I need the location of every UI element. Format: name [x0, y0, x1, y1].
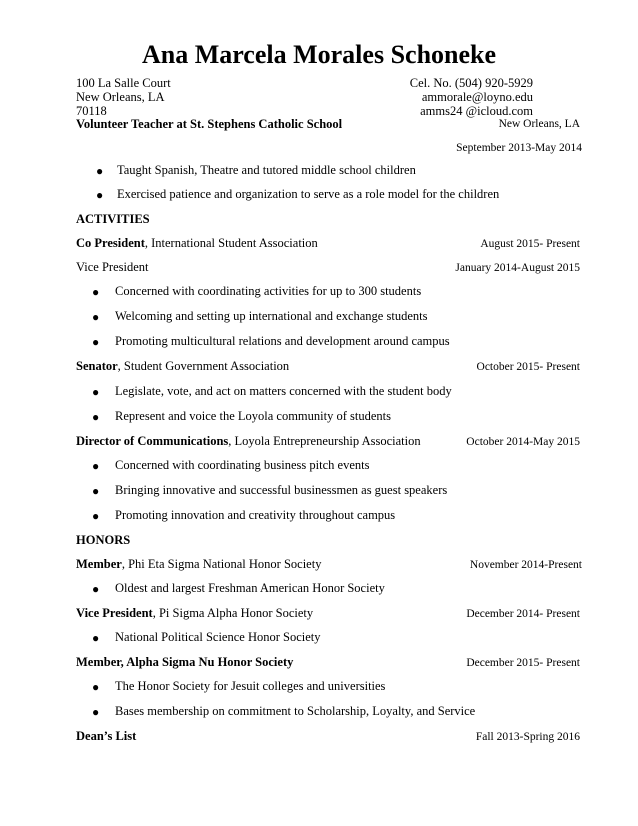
bullet-icon: ●: [92, 509, 100, 523]
pes-org: , Phi Eta Sigma National Honor Society: [121, 557, 322, 571]
bullet-icon: ●: [92, 410, 100, 424]
honors-heading: HONORS: [76, 533, 131, 547]
bullet-icon: ●: [92, 484, 100, 498]
contact-city: New Orleans, LA: [76, 90, 165, 104]
volunteer-dates: September 2013-May 2014: [456, 142, 582, 154]
bullet-icon: ●: [92, 705, 100, 719]
senator-role: Senator: [76, 359, 118, 373]
contact-email-secondary: amms24 @icloud.com: [420, 104, 533, 118]
deans-list-dates: Fall 2013-Spring 2016: [475, 731, 580, 743]
doc-role: Director of Communications: [76, 434, 229, 448]
volunteer-location: New Orleans, LA: [498, 118, 580, 130]
bullet-icon: ●: [92, 582, 100, 596]
psa-role: Vice President: [76, 606, 153, 620]
list-item: Welcoming and setting up international and exchange students: [115, 309, 428, 323]
list-item: Exercised patience and organization to serve as a role model for the children: [117, 187, 500, 201]
list-item: Concerned with coordinating business pitch events: [115, 458, 370, 472]
psa-org: , Pi Sigma Alpha Honor Society: [152, 606, 314, 620]
pes-dates: November 2014-Present: [469, 559, 582, 571]
psa-dates: December 2014- Present: [466, 608, 580, 620]
asn-dates: December 2015- Present: [466, 657, 580, 669]
volunteer-title: Volunteer Teacher at St. Stephens Catholic School: [76, 117, 343, 131]
isa-role: Co President: [76, 236, 145, 250]
contact-street: 100 La Salle Court: [76, 76, 171, 90]
senator-entry: [76, 359, 289, 374]
list-item: Bringing innovative and successful businessmen as guest speakers: [115, 483, 448, 497]
isa-org: , International Student Association: [144, 236, 318, 250]
list-item: Represent and voice the Loyola community of students: [115, 409, 391, 423]
psa-entry: [76, 606, 313, 621]
bullet-icon: ●: [92, 335, 100, 349]
list-item: Promoting innovation and creativity throughout campus: [115, 508, 396, 522]
resume-name: Ana Marcela Morales Schoneke: [141, 40, 497, 69]
vp-dates: January 2014-August 2015: [455, 262, 580, 274]
bullet-icon: ●: [96, 188, 104, 202]
senator-org: , Student Government Association: [117, 359, 290, 373]
list-item: Legislate, vote, and act on matters concerned with the student body: [115, 384, 452, 398]
doc-dates: October 2014-May 2015: [466, 436, 580, 448]
list-item: National Political Science Honor Society: [115, 630, 321, 644]
bullet-icon: ●: [92, 385, 100, 399]
list-item: Bases membership on commitment to Scholarship, Loyalty, and Service: [115, 704, 476, 718]
vp-role: Vice President: [76, 260, 149, 274]
doc-org: , Loyola Entrepreneurship Association: [228, 434, 421, 448]
pes-role: Member: [76, 557, 122, 571]
asn-role: Member, Alpha Sigma Nu Honor Society: [76, 655, 294, 669]
bullet-icon: ●: [92, 631, 100, 645]
bullet-icon: ●: [96, 164, 104, 178]
activities-heading: ACTIVITIES: [76, 212, 150, 226]
list-item: Promoting multicultural relations and development around campus: [115, 334, 450, 348]
list-item: Oldest and largest Freshman American Honor Society: [115, 581, 385, 595]
isa-dates: August 2015- Present: [480, 238, 580, 250]
list-item: The Honor Society for Jesuit colleges and universities: [115, 679, 386, 693]
deans-list-role: Dean’s List: [76, 729, 137, 743]
list-item: Concerned with coordinating activities for up to 300 students: [115, 284, 422, 298]
contact-phone: Cel. No. (504) 920-5929: [409, 76, 533, 90]
senator-dates: October 2015- Present: [476, 361, 580, 373]
contact-zip: 70118: [76, 104, 107, 118]
bullet-icon: ●: [92, 310, 100, 324]
pes-entry: [76, 557, 321, 572]
isa-entry: [76, 236, 318, 251]
doc-entry: [76, 434, 421, 449]
contact-email-primary: ammorale@loyno.edu: [421, 90, 533, 104]
bullet-icon: ●: [92, 459, 100, 473]
bullet-icon: ●: [92, 680, 100, 694]
bullet-icon: ●: [92, 285, 100, 299]
list-item: Taught Spanish, Theatre and tutored middle school children: [117, 163, 416, 177]
